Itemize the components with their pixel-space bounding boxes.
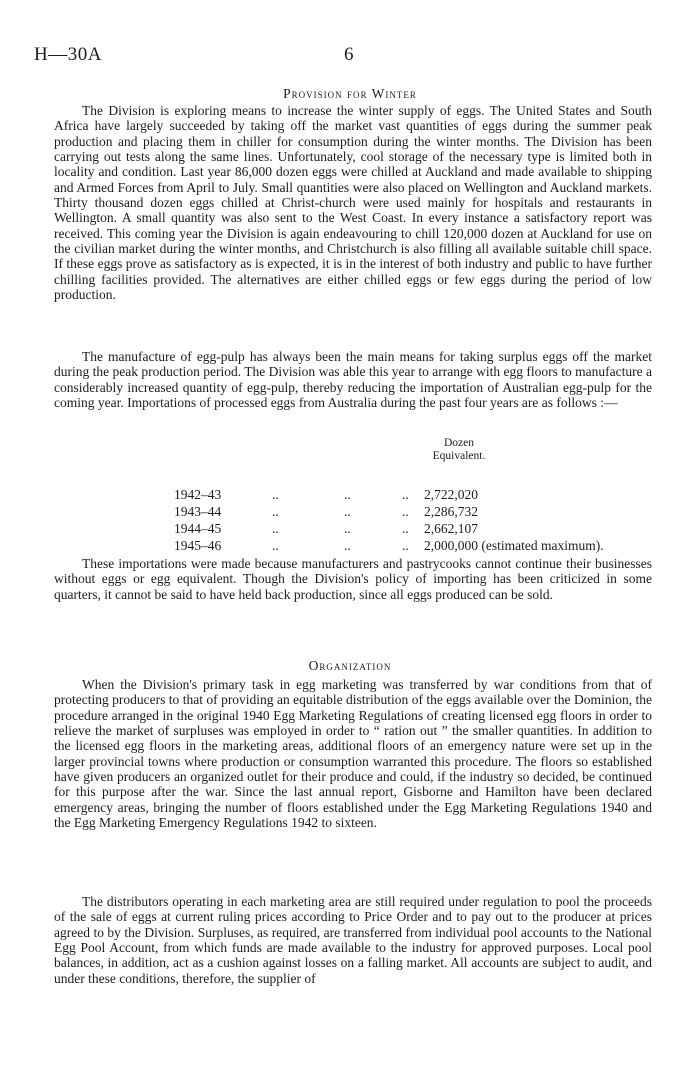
imports-table-value: 2,722,020: [424, 487, 478, 502]
document-code: H—30A: [34, 44, 102, 65]
section-title-organization: Organization: [308, 658, 392, 673]
paragraph-importations: These importations were made because manufacturers and pastrycooks cannot continue their businesses without eggs or egg equivalent. Though the Division's policy of importing has been criticized in some quarters, it cannot be said to have held back production, since all eggs produced can be sold.: [54, 556, 652, 602]
imports-table-value: 2,662,107: [424, 521, 478, 536]
imports-table-header-line-2: Equivalent.: [432, 450, 486, 462]
section-title-provision-for-winter: Provision for Winter: [283, 86, 417, 101]
paragraph-distributors: The distributors operating in each marketing area are still required under regulation to pool the proceeds of the sale of eggs at current ruling prices according to Price Order and to pay out to the producer at prices agreed to by the Division. Surpluses, as required, are transferred from individual pool accounts to the National Egg Pool Account, from which funds are made available to the industry for approved purposes. Local pool balances, in addition, act as a cushion against losses on a falling market. All accounts are subject to audit, and under these conditions, therefore, the supplier of: [54, 894, 652, 986]
imports-table-value: 2,000,000 (estimated maximum).: [424, 538, 604, 553]
imports-table-header-line-1: Dozen: [443, 437, 474, 449]
imports-table-value: 2,286,732: [424, 504, 478, 519]
paragraph-organization: When the Division's primary task in egg marketing was transferred by war conditions from that of protecting producers to that of providing an equitable distribution of the eggs available over the Dominion, the procedure arranged in the original 1940 Egg Marketing Regulations of creating licensed egg floors in order to relieve the market of surpluses was employed in order to “ ration out ” the smaller quantities. In addition to the licensed egg floors in the marketing areas, additional floors of an emergency nature were set up in the larger provincial towns where production or consumption warranted this procedure. The floors so established have given producers an organized outlet for their produce and could, if the industry so decided, be continued for this purpose after the war. Since the last annual report, Gisborne and Hamilton have been declared emergency areas, bringing the number of floors established under the Egg Marketing Regulations 1940 and the Egg Marketing Emergency Regulations 1942 to sixteen.: [54, 677, 652, 831]
imports-table-year: 1944–45: [174, 521, 222, 536]
imports-table-header: [424, 437, 494, 463]
page-number: 6: [344, 44, 354, 65]
paragraph-egg-pulp: The manufacture of egg-pulp has always been the main means for taking surplus eggs off the market during the peak production period. The Division was able this year to arrange with egg floors to manufacture a considerably increased quantity of egg-pulp, thereby reducing the importation of Australian egg-pulp for the coming year. Importations of processed eggs from Australia during the past four years are as follows :—: [54, 349, 652, 411]
document-page: H—30A 6 Provision for Winter The Division is exploring means to increase the winter supply of eggs. The United States and South Africa have largely succeeded by taking off the market vast quantities of eggs during the summer peak production and placing them in chiller for consumption during the winter months. The Division has been carrying out tests along the same lines. Unfortunately, cool storage of the necessary type is limited both in locality and condition. Last year 86,000 dozen eggs were chilled at Auckland and made available to shipping and Armed Forces from April to July. Small quantities were also placed on Wellington and Auckland markets. Thirty thousand dozen eggs chilled at Christ-church were used mainly for hospitals and restaurants in Wellington. A small quantity was also sent to the West Coast. In every instance a satisfactory report was received. This coming year the Division is again endeavouring to chill 120,000 dozen at Auckland for use on the civilian market during the winter months, and Christchurch is also filling all available suitable chill space. If these eggs prove as satisfactory as is expected, it is in the interest of both industry and public to have further chilling facilities provided. The alternatives are either chilled eggs or few eggs during the period of low production. The manufacture of egg-pulp has always been the main means for taking surplus eggs off the market during the peak production period. The Division was able this year to arrange with egg floors to manufacture a considerably increased quantity of egg-pulp, thereby reducing the importation of Australian egg-pulp for the coming year. Importations of processed eggs from Australia during the past four years are as follows :— Dozen Equivalent. 1942–43 .. .. .. 2,722,020 1943–44 .. .. .. 2,286,732 1944–45 .. .. .. 2,662,107 1945–46 .. .. .. 2,000,000 (estimated maximum). These importations were made because manufacturers and pastrycooks cannot continue their businesses without eggs or egg equivalent. Though the Division's policy of importing has been criticized in some quarters, it cannot be said to have held back production, since all eggs produced can be sold. Organization When the Division's primary task in egg marketing was transferred by war conditions from that of protecting producers to that of providing an equitable distribution of the eggs available over the Dominion, the procedure arranged in the original 1940 Egg Marketing Regulations of creating licensed egg floors in order to relieve the market of surpluses was employed in order to “ ration out ” the smaller quantities. In addition to the licensed egg floors in the marketing areas, additional floors of an emergency nature were set up in the larger provincial towns where production or consumption warranted this procedure. The floors so established have given producers an organized outlet for their produce and could, if the industry so decided, be continued for this purpose after the war. Since the last annual report, Gisborne and Hamilton have been declared emergency areas, bringing the number of floors established under the Egg Marketing Regulations 1940 and the Egg Marketing Emergency Regulations 1942 to sixteen. The distributors operating in each marketing area are still required under regulation to pool the proceeds of the sale of eggs at current ruling prices according to Price Order and to pay out to the producer at prices agreed to by the Division. Surpluses, as required, are transferred from individual pool accounts to the National Egg Pool Account, from which funds are made available to the industry for approved purposes. Local pool balances, in addition, act as a cushion against losses on a falling market. All accounts are subject to audit, and under these conditions, therefore, the supplier of: [0, 0, 700, 1086]
imports-table-year: 1943–44: [174, 504, 222, 519]
imports-table-year: 1942–43: [174, 487, 222, 502]
imports-table-year: 1945–46: [174, 538, 222, 553]
paragraph-winter-supply: The Division is exploring means to increase the winter supply of eggs. The United States and South Africa have largely succeeded by taking off the market vast quantities of eggs during the summer peak production and placing them in chiller for consumption during the winter months. The Division has been carrying out tests along the same lines. Unfortunately, cool storage of the necessary type is limited both in locality and condition. Last year 86,000 dozen eggs were chilled at Auckland and made available to shipping and Armed Forces from April to July. Small quantities were also placed on Wellington and Auckland markets. Thirty thousand dozen eggs chilled at Christ-church were used mainly for hospitals and restaurants in Wellington. A small quantity was also sent to the West Coast. In every instance a satisfactory report was received. This coming year the Division is again endeavouring to chill 120,000 dozen at Auckland for use on the civilian market during the winter months, and Christchurch is also filling all available suitable chill space. If these eggs prove as satisfactory as is expected, it is in the interest of both industry and public to have further chilling facilities provided. The alternatives are either chilled eggs or few eggs during the period of low production.: [54, 103, 652, 303]
